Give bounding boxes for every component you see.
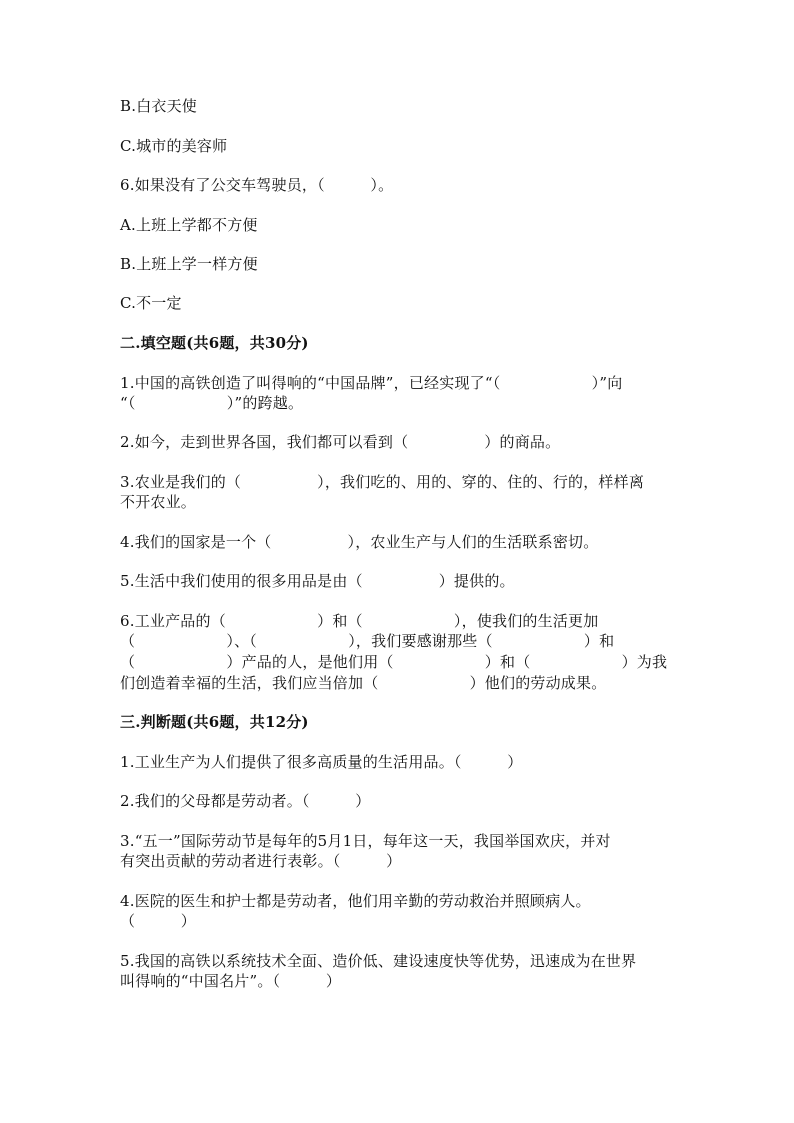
option-b-same: B.上班上学一样方便 xyxy=(120,255,258,273)
judge-q5-line2: 叫得响的“中国名片”。（ ） xyxy=(120,972,342,990)
fill-q1-line2: “（ ）”的跨越。 xyxy=(120,394,304,412)
fill-q3-line2: 不开农业。 xyxy=(120,493,197,511)
judge-q4-line1: 4.医院的医生和护士都是劳动者，他们用辛勤的劳动救治并照顾病人。 xyxy=(120,892,591,910)
fill-q6-line4: 们创造着幸福的生活，我们应当倍加（ ）他们的劳动成果。 xyxy=(120,674,607,692)
judge-q3-line2: 有突出贡献的劳动者进行表彰。（ ） xyxy=(120,852,402,870)
fill-q6-line1: 6.工业产品的（ ）和（ ），使我们的生活更加 xyxy=(120,612,599,630)
judge-q5-line1: 5.我国的高铁以系统技术全面、造价低、建设速度快等优势，迅速成为在世界 xyxy=(120,952,637,970)
judge-q2: 2.我们的父母都是劳动者。（ ） xyxy=(120,792,371,810)
judge-q4-line2: （ ） xyxy=(120,912,197,930)
judge-q1: 1.工业生产为人们提供了很多高质量的生活用品。（ ） xyxy=(120,753,523,771)
fill-q6-line3: （ ）产品的人，是他们用（ ）和（ ）为我 xyxy=(120,653,668,671)
fill-q2: 2.如今，走到世界各国，我们都可以看到（ ）的商品。 xyxy=(120,433,561,451)
section-judge-heading: 三.判断题(共6题，共12分) xyxy=(120,713,309,731)
judge-q3-line1: 3.“五一”国际劳动节是每年的5月1日，每年这一天，我国举国欢庆，并对 xyxy=(120,832,611,850)
option-a-inconvenient: A.上班上学都不方便 xyxy=(120,216,258,234)
option-c-beautician: C.城市的美容师 xyxy=(120,137,228,155)
fill-q6-line2: （ ）、（ ），我们要感谢那些（ ）和 xyxy=(120,632,615,650)
question-6-bus-driver: 6.如果没有了公交车驾驶员，（ ）。 xyxy=(120,176,394,194)
fill-q3-line1: 3.农业是我们的（ ），我们吃的、用的、穿的、住的、行的，样样离 xyxy=(120,473,645,491)
section-fill-blank-heading: 二.填空题(共6题，共30分) xyxy=(120,334,309,352)
option-c-uncertain: C.不一定 xyxy=(120,294,182,312)
option-b-angel: B.白衣天使 xyxy=(120,97,197,115)
fill-q5: 5.生活中我们使用的很多用品是由（ ）提供的。 xyxy=(120,572,515,590)
fill-q1-line1: 1.中国的高铁创造了叫得响的“中国品牌”，已经实现了“（ ）”向 xyxy=(120,374,623,392)
fill-q4: 4.我们的国家是一个（ ），农业生产与人们的生活联系密切。 xyxy=(120,533,599,551)
